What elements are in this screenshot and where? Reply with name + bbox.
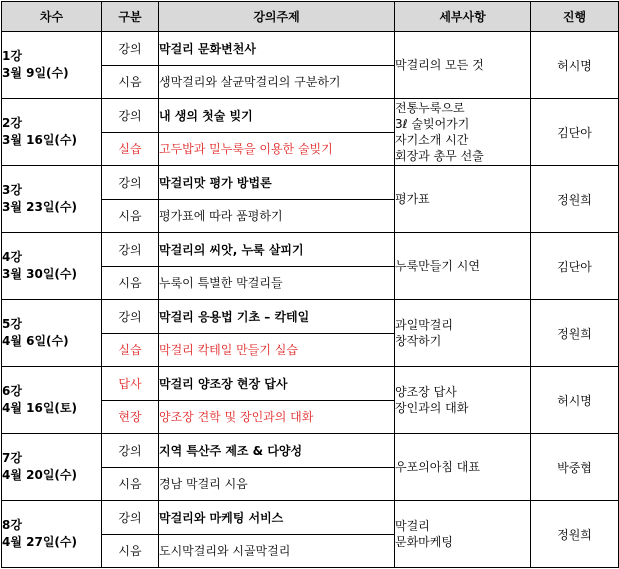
topic-cell: 막걸리 칵테일 만들기 실습 (159, 333, 395, 367)
session-number: 3강 (2, 183, 22, 197)
detail-line: 3ℓ 술빚어가기 (395, 117, 470, 131)
category-cell: 강의 (102, 434, 159, 468)
category-cell: 강의 (102, 501, 159, 535)
session-number: 1강 (2, 49, 22, 63)
topic-cell: 평가표에 따라 품평하기 (159, 199, 395, 233)
topic-cell: 막걸리맛 평가 방법론 (159, 166, 395, 200)
session-number-cell (2, 233, 102, 300)
category-cell: 시음 (102, 467, 159, 501)
session-date: 4월 16일(토) (2, 401, 77, 415)
detail-line: 전통누룩으로 (395, 101, 465, 115)
details-cell (395, 32, 531, 99)
table-row (2, 233, 619, 267)
detail-line: 누룩만들기 시연 (395, 259, 480, 273)
category-cell: 강의 (102, 99, 159, 133)
table-row (2, 99, 619, 133)
detail-line: 양조장 답사 (395, 385, 457, 399)
topic-cell: 내 생의 첫술 빚기 (159, 99, 395, 133)
topic-cell: 누룩이 특별한 막걸리들 (159, 266, 395, 300)
category-cell: 실습 (102, 132, 159, 166)
details-cell (395, 99, 531, 166)
header-topic: 강의주제 (159, 2, 395, 32)
topic-cell: 막걸리 양조장 현장 답사 (159, 367, 395, 401)
detail-line: 평가표 (395, 192, 430, 206)
detail-line: 막걸리의 모든 것 (395, 58, 484, 72)
details-cell (395, 166, 531, 233)
session-number-cell (2, 501, 102, 568)
schedule-table (1, 1, 619, 568)
session-date: 3월 9일(수) (2, 66, 69, 80)
topic-cell: 양조장 견학 및 장인과의 대화 (159, 400, 395, 434)
session-number-cell (2, 32, 102, 99)
category-cell: 시음 (102, 534, 159, 568)
session-date: 3월 30일(수) (2, 267, 77, 281)
schedule-body (2, 32, 619, 568)
detail-line: 회장과 총무 선출 (395, 149, 484, 163)
lead-cell: 허시명 (531, 32, 619, 99)
session-number-cell (2, 99, 102, 166)
topic-cell: 경남 막걸리 시음 (159, 467, 395, 501)
session-date: 4월 27일(수) (2, 535, 77, 549)
topic-cell: 지역 특산주 제조 & 다양성 (159, 434, 395, 468)
category-cell: 강의 (102, 300, 159, 334)
session-number: 5강 (2, 317, 22, 331)
detail-line: 과일막걸리 (395, 318, 453, 332)
table-row (2, 166, 619, 200)
topic-cell: 고두밥과 밀누룩을 이용한 술빚기 (159, 132, 395, 166)
detail-line: 장인과의 대화 (395, 401, 469, 415)
lead-cell: 정원희 (531, 300, 619, 367)
lead-cell: 정원희 (531, 501, 619, 568)
table-row (2, 501, 619, 535)
lead-cell: 정원희 (531, 166, 619, 233)
table-row (2, 32, 619, 66)
session-date: 3월 16일(수) (2, 133, 77, 147)
details-cell (395, 367, 531, 434)
topic-cell: 막걸리와 마케팅 서비스 (159, 501, 395, 535)
category-cell: 현장 (102, 400, 159, 434)
detail-line: 창작하기 (395, 334, 442, 348)
session-number-cell (2, 300, 102, 367)
session-number-cell (2, 367, 102, 434)
header-details: 세부사항 (395, 2, 531, 32)
details-cell (395, 434, 531, 501)
session-number: 6강 (2, 384, 22, 398)
topic-cell: 막걸리의 씨앗, 누룩 살피기 (159, 233, 395, 267)
details-cell (395, 233, 531, 300)
category-cell: 강의 (102, 166, 159, 200)
topic-cell: 생막걸리와 살균막걸리의 구분하기 (159, 65, 395, 99)
details-cell (395, 300, 531, 367)
category-cell: 답사 (102, 367, 159, 401)
session-number: 8강 (2, 518, 22, 532)
session-number: 7강 (2, 451, 22, 465)
lead-cell: 김단아 (531, 233, 619, 300)
header-row (2, 2, 619, 32)
table-row (2, 367, 619, 401)
category-cell: 강의 (102, 32, 159, 66)
session-number-cell (2, 434, 102, 501)
header-category: 구분 (102, 2, 159, 32)
detail-line: 자기소개 시간 (395, 133, 469, 147)
category-cell: 강의 (102, 233, 159, 267)
session-number: 2강 (2, 116, 22, 130)
details-cell (395, 501, 531, 568)
header-session: 차수 (2, 2, 102, 32)
topic-cell: 도시막걸리와 시골막걸리 (159, 534, 395, 568)
table-row (2, 300, 619, 334)
session-date: 4월 20일(수) (2, 468, 77, 482)
detail-line: 막걸리 (395, 519, 430, 533)
table-row (2, 434, 619, 468)
category-cell: 시음 (102, 266, 159, 300)
lead-cell: 김단아 (531, 99, 619, 166)
header-lead: 진행 (531, 2, 619, 32)
lead-cell: 허시명 (531, 367, 619, 434)
category-cell: 시음 (102, 65, 159, 99)
session-number: 4강 (2, 250, 22, 264)
topic-cell: 막걸리 문화변천사 (159, 32, 395, 66)
session-date: 3월 23일(수) (2, 200, 77, 214)
lead-cell: 박중협 (531, 434, 619, 501)
category-cell: 실습 (102, 333, 159, 367)
topic-cell: 막걸리 응용법 기초 – 칵테일 (159, 300, 395, 334)
detail-line: 문화마케팅 (395, 535, 453, 549)
session-number-cell (2, 166, 102, 233)
category-cell: 시음 (102, 199, 159, 233)
detail-line: 우포의아침 대표 (395, 460, 480, 474)
session-date: 4월 6일(수) (2, 334, 69, 348)
